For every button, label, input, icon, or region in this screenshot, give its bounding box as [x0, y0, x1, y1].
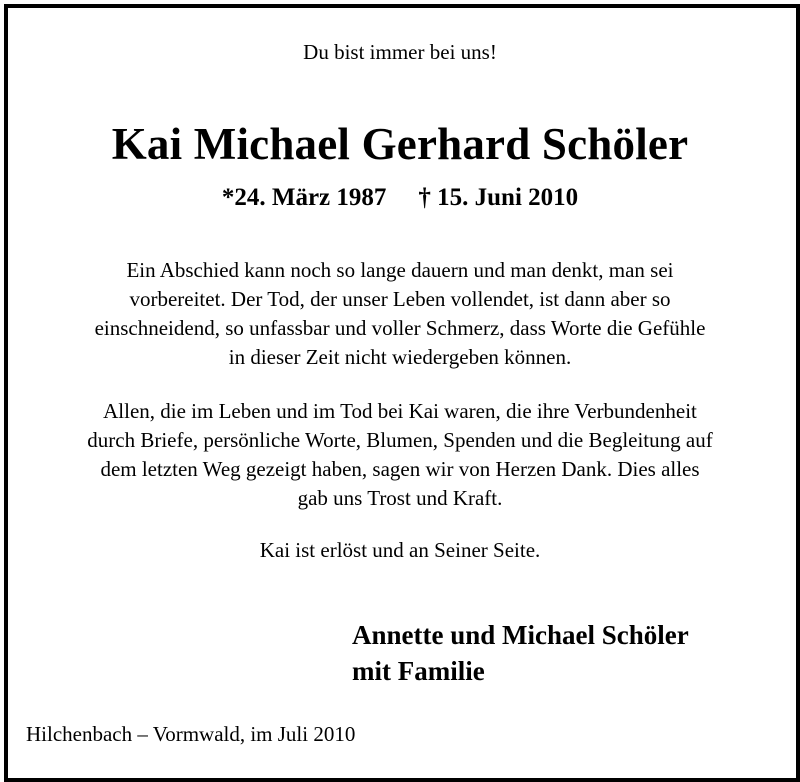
place-date: Hilchenbach – Vormwald, im Juli 2010	[26, 722, 356, 746]
paragraph-line: vorbereitet. Der Tod, der unser Leben vollendet, ist dann aber so	[129, 287, 671, 311]
paragraph-line: dem letzten Weg gezeigt haben, sagen wir von Herzen Dank. Dies alles	[100, 457, 700, 481]
death-date: † 15. Juni 2010	[418, 184, 579, 211]
deceased-name: Kai Michael Gerhard Schöler	[111, 119, 689, 169]
paragraph-closing	[0, 536, 800, 565]
paragraph-line: Allen, die im Leben und im Tod bei Kai waren, die ihre Verbundenheit	[103, 399, 697, 423]
signer-line: Annette und Michael Schöler	[352, 620, 689, 650]
life-dates	[0, 184, 800, 212]
motto: Du bist immer bei uns!	[303, 40, 497, 64]
paragraph-thanks	[0, 397, 800, 513]
paragraph-line: Kai ist erlöst und an Seiner Seite.	[259, 538, 541, 562]
paragraph-farewell	[0, 256, 800, 372]
paragraph-line: durch Briefe, persönliche Worte, Blumen, Spenden und die Begleitung auf	[87, 428, 713, 452]
signers	[352, 617, 689, 689]
paragraph-line: einschneidend, so unfassbar und voller Schmerz, dass Worte die Gefühle	[94, 316, 706, 340]
paragraph-line: Ein Abschied kann noch so lange dauern und man denkt, man sei	[126, 258, 674, 282]
signer-line: mit Familie	[352, 656, 485, 686]
birth-date: *24. März 1987	[221, 184, 387, 211]
paragraph-line: in dieser Zeit nicht wiedergeben können.	[228, 345, 572, 369]
paragraph-line: gab uns Trost und Kraft.	[297, 486, 503, 510]
